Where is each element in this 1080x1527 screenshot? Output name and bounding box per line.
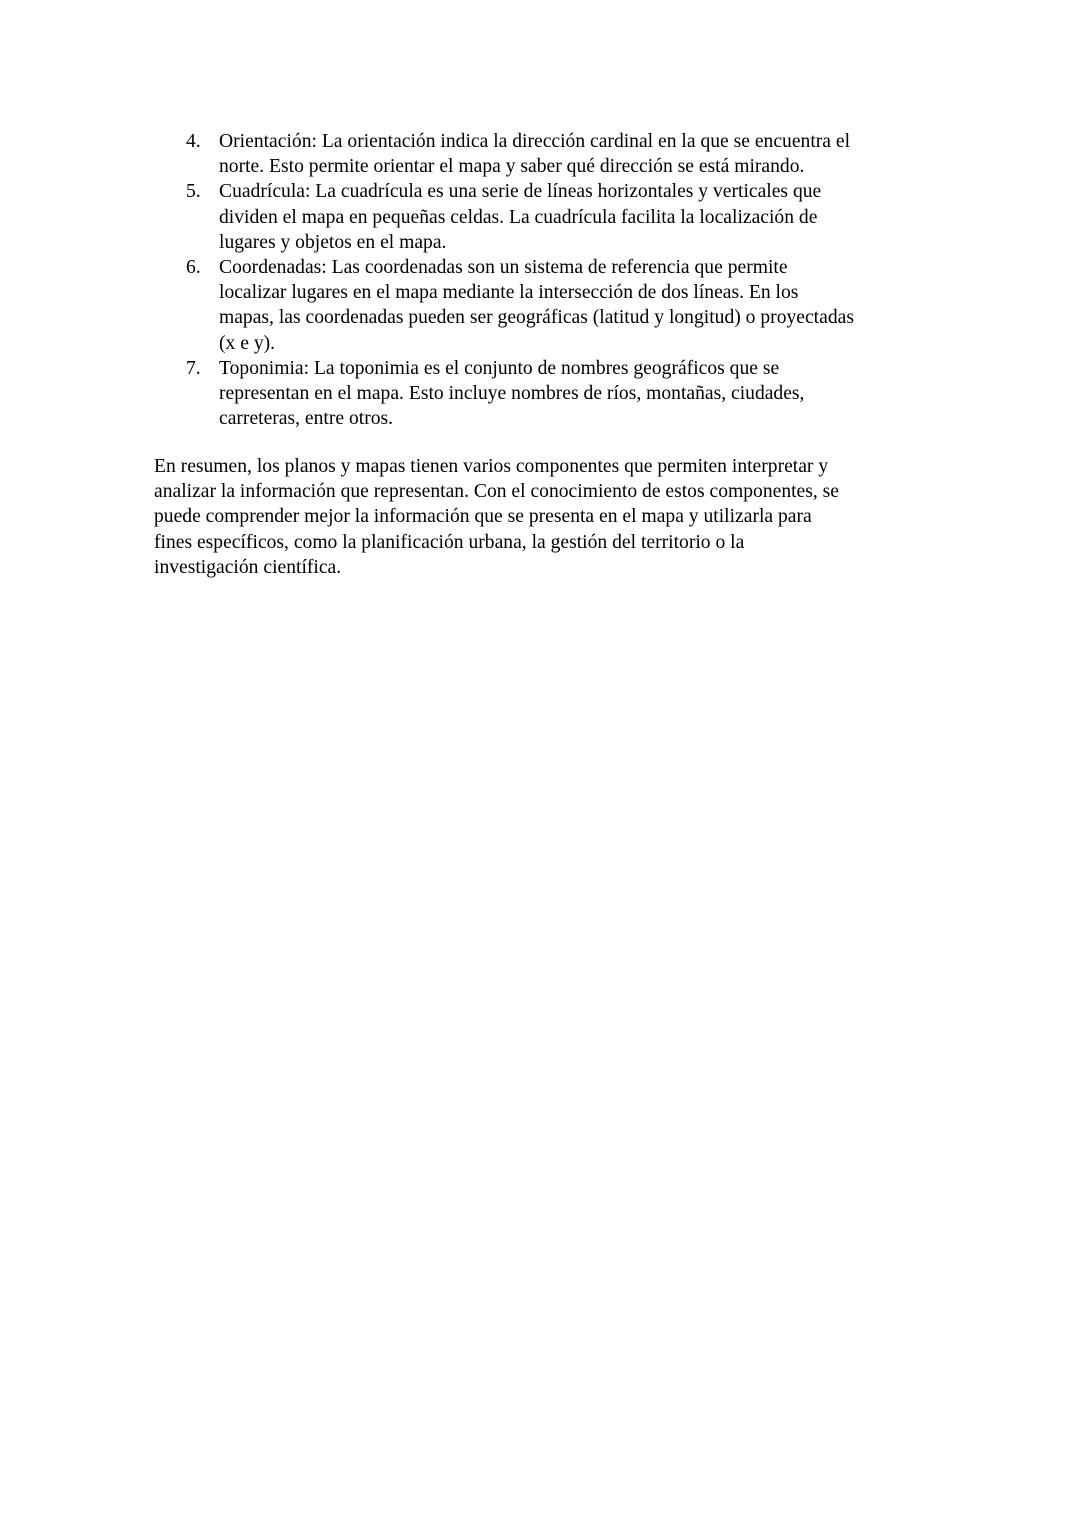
- text-line: (x e y).: [219, 332, 276, 354]
- text-line: En resumen, los planos y mapas tienen varios componentes que permiten interpretar y: [154, 456, 829, 477]
- list-item-number: 5.: [186, 181, 201, 203]
- text-line: Toponimia: La toponimia es el conjunto de nombres geográficos que se: [219, 357, 780, 379]
- list-item-number: 4.: [186, 131, 201, 152]
- text-line: investigación científica.: [154, 556, 342, 578]
- text-line: mapas, las coordenadas pueden ser geográficas (latitud y longitud) o proyectadas: [219, 307, 854, 329]
- text-line: Cuadrícula: La cuadrícula es una serie de líneas horizontales y verticales que: [219, 181, 822, 203]
- text-line: lugares y objetos en el mapa.: [219, 231, 447, 253]
- text-line: puede comprender mejor la información que se presenta en el mapa y utilizarla para: [154, 506, 812, 528]
- list-item-cuadricula: [0, 179, 1080, 255]
- summary-paragraph: [154, 454, 839, 580]
- list-item-text: [219, 356, 1080, 432]
- list-item-number: 7.: [186, 357, 201, 379]
- text-line: dividen el mapa en pequeñas celdas. La cuadrícula facilita la localización de: [219, 206, 818, 228]
- list-item-number: 6.: [186, 257, 201, 279]
- text-line: carreteras, entre otros.: [219, 408, 394, 430]
- text-line: Orientación: La orientación indica la dirección cardinal en la que se encuentra el: [219, 131, 851, 152]
- text-line: fines específicos, como la planificación urbana, la gestión del territorio o la: [154, 531, 745, 553]
- list-item-text: [219, 129, 1080, 179]
- list-item-coordenadas: [0, 255, 1080, 356]
- text-line: representan en el mapa. Esto incluye nombres de ríos, montañas, ciudades,: [219, 383, 805, 405]
- text-line: analizar la información que representan. Con el conocimiento de estos componentes, se: [154, 481, 839, 503]
- list-item-text: [219, 255, 1080, 356]
- list-item-orientacion: [0, 129, 1080, 179]
- text-line: Coordenadas: Las coordenadas son un sistema de referencia que permite: [219, 257, 788, 279]
- text-line: localizar lugares en el mapa mediante la intersección de dos líneas. En los: [219, 282, 799, 304]
- list-item-text: [219, 179, 1080, 255]
- map-components-list: [0, 129, 1080, 431]
- text-line: norte. Esto permite orientar el mapa y saber qué dirección se está mirando.: [219, 156, 805, 178]
- list-item-toponimia: [0, 356, 1080, 432]
